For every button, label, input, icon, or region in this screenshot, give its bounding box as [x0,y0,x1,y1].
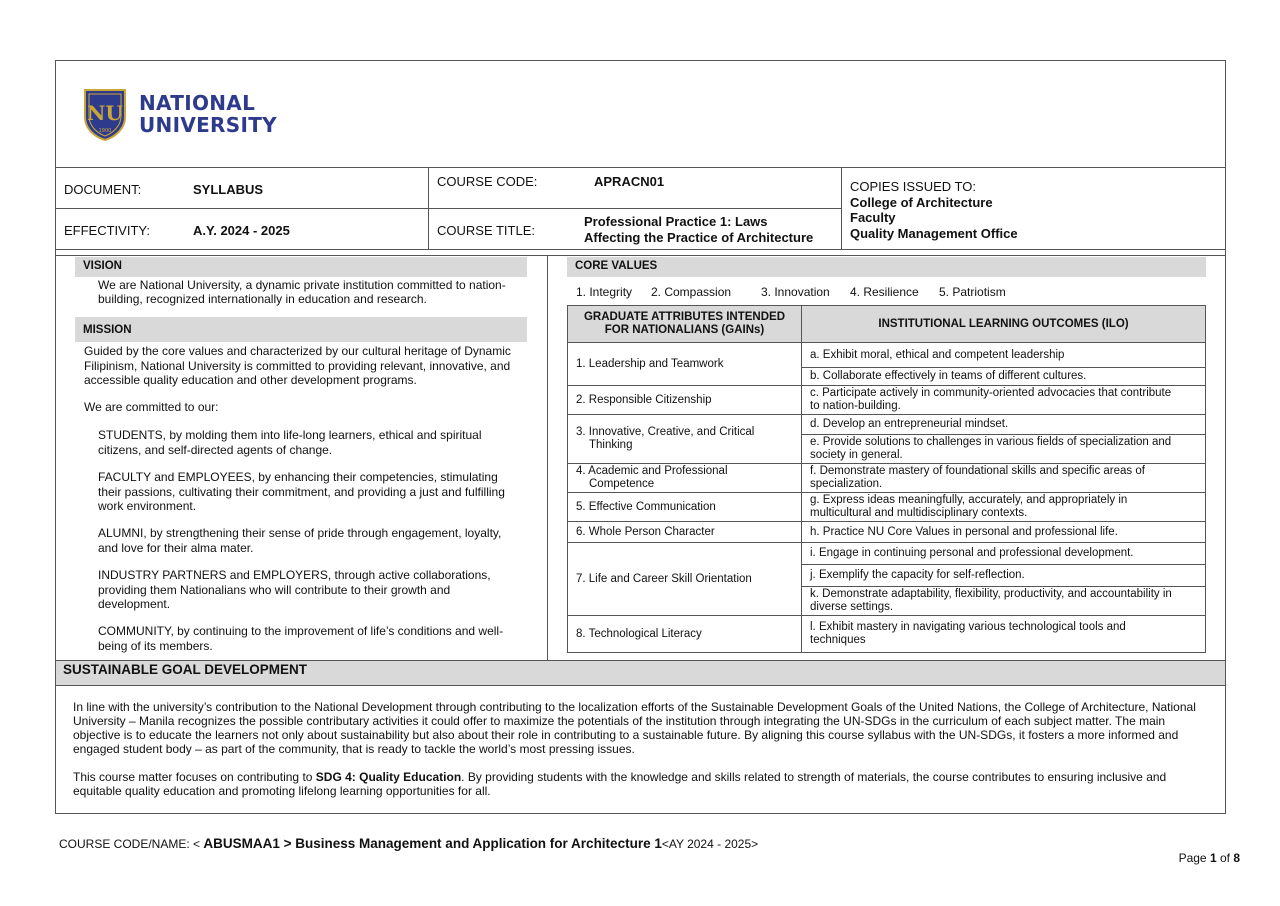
gain-cell [568,464,802,493]
ilo-line: society in general. [810,449,903,461]
table-row [568,493,1206,522]
sdg-paragraph-2 [73,770,1218,798]
logo-line1: NATIONAL [139,91,256,115]
ilo-cell: d. Develop an entrepreneurial mindset. [802,415,1206,435]
core-value-item: 1. Integrity [576,285,633,299]
sdg-line: objective is to educate the learners not only about sustainability but also about their role in contributing to a sustainable future. By aligning this course syllabus with the UN-SDGs, it fosters a more informed and [73,728,1179,742]
ilo-cell: h. Practice NU Core Values in personal and professional life. [802,522,1206,543]
table-row [568,543,1206,565]
effectivity-label: EFFECTIVITY: [64,223,150,238]
copies-item: Faculty [850,210,896,225]
university-logo [82,87,128,146]
sdg-goal: SDG 4: Quality Education [315,770,462,784]
vision-text [98,278,506,306]
footer-ay: <AY 2024 - 2025> [661,837,759,851]
mission-industry [98,568,491,612]
header-line: GRADUATE ATTRIBUTES INTENDED [583,311,786,323]
document-value: SYLLABUS [193,182,264,197]
course-title-line1: Professional Practice 1: Laws [584,214,768,229]
header-line: FOR NATIONALIANS (GAINs) [604,324,765,336]
ilo-line: k. Demonstrate adaptability, flexibility, productivity, and accountability in [810,588,1172,600]
ilo-line: diverse settings. [810,601,894,613]
sdg-line: equitable quality education and promoting lifelong learning opportunities for all. [73,784,491,798]
gains-column-header [568,306,802,343]
mission-intro [84,344,511,388]
gain-cell: 2. Responsible Citizenship [568,386,802,415]
effectivity-value: A.Y. 2024 - 2025 [193,223,290,238]
page-of: of [1216,851,1234,865]
ilo-line: e. Provide solutions to challenges in various fields of specialization and [810,436,1172,448]
gain-cell [568,415,802,464]
sdg-text: . By providing students with the knowledge and skills related to strength of materials, the course contributes to ensuring inclusive and [461,770,1167,784]
svg-text:NU: NU [87,101,123,125]
mission-line: work environment. [98,499,197,513]
page-number [1179,851,1240,865]
mission-alumni [98,526,501,555]
ilo-line: c. Participate actively in community-oriented advocacies that contribute [810,387,1172,399]
mission-line: ALUMNI, by strengthening their sense of pride through engagement, loyalty, [98,526,502,540]
page-current: 1 [1209,851,1217,865]
footer-course [59,836,758,851]
core-value-item: 5. Patriotism [939,285,1006,299]
core-values-heading: CORE VALUES [567,257,1206,277]
ilo-cell: i. Engage in continuing personal and professional development. [802,543,1206,565]
course-title-line2: Affecting the Practice of Architecture [584,230,814,245]
ilo-cell [802,386,1206,415]
mission-committed: We are committed to our: [84,400,219,414]
core-value-item: 2. Compassion [651,285,732,299]
ilo-line: techniques [810,634,866,646]
ilo-line: f. Demonstrate mastery of foundational skills and specific areas of [810,465,1145,477]
mission-line: INDUSTRY PARTNERS and EMPLOYERS, through active collaborations, [98,568,491,582]
core-value-item: 4. Resilience [850,285,919,299]
vision-line: We are National University, a dynamic private institution committed to nation- [98,278,506,292]
table-row [568,415,1206,435]
ilo-line: specialization. [810,478,883,490]
ilo-cell: b. Collaborate effectively in teams of different cultures. [802,368,1206,386]
gain-cell: 8. Technological Literacy [568,616,802,653]
gain-ilo-table [567,305,1206,653]
mission-line: COMMUNITY, by continuing to the improvement of life’s conditions and well- [98,624,504,638]
copies-label: COPIES ISSUED TO: [850,179,976,194]
mission-line: FACULTY and EMPLOYEES, by enhancing their competencies, stimulating [98,470,498,484]
logo-wordmark [139,92,277,136]
course-code-value: APRACN01 [594,174,665,189]
ilo-cell: a. Exhibit moral, ethical and competent leadership [802,343,1206,368]
sdg-paragraph-1 [73,700,1218,756]
mission-line: and love for their alma mater. [98,540,254,555]
gain-line: Competence [589,478,655,490]
footer-name: Business Management and Application for Architecture 1 [295,836,662,851]
ilo-line: to nation-building. [810,400,901,412]
mission-line: accessible quality education and other development programs. [84,373,417,387]
table-row [568,386,1206,415]
vision-heading: VISION [75,257,527,277]
ilo-line: g. Express ideas meaningfully, accurately, and appropriately in [810,494,1128,506]
mission-line: their passions, cultivating their commitment, and providing a just and fulfilling [98,484,505,499]
sdg-line: engaged student body – as part of the community, that is ready to tackle the world’s most pressing issues. [73,742,635,756]
core-value-item: 3. Innovation [761,285,830,299]
copies-item: College of Architecture [850,194,993,210]
gain-line: 4. Academic and Professional [576,465,728,477]
gain-line: 3. Innovative, Creative, and Critical [576,426,755,438]
mission-line: providing them Nationalians who will contribute to their growth and [98,582,451,597]
gain-line: Thinking [589,439,633,451]
table-row [568,616,1206,653]
logo-line2: UNIVERSITY [139,113,277,137]
sdg-line: University – Manila recognizes the possible contributary activities it could offer to maximize the potentials of the institution through integrating the UN-SDGs in the curriculum of each subject matter. The main [73,714,1166,728]
mission-students [98,428,482,457]
mission-line: Guided by the core values and characterized by our cultural heritage of Dynamic [84,344,511,358]
table-row [568,522,1206,543]
page-label: Page [1178,851,1210,865]
mission-line: citizens, and self-directed agents of change. [98,442,333,457]
mission-line: development. [98,597,171,611]
ilo-cell [802,435,1206,464]
ilo-cell [802,493,1206,522]
gain-cell: 1. Leadership and Teamwork [568,343,802,386]
vision-line: building, recognized internationally in education and research. [98,292,427,306]
table-header-row [568,306,1206,343]
footer-sep: > [279,836,296,851]
course-title-label: COURSE TITLE: [437,223,536,238]
ilo-cell [802,464,1206,493]
mission-line: Filipinism, National University is committed to providing relevant, innovative, and [84,358,511,373]
ilo-cell [802,587,1206,616]
mission-line: STUDENTS, by molding them into life-long learners, ethical and spiritual [98,428,482,442]
sdg-heading: SUSTAINABLE GOAL DEVELOPMENT [63,662,308,677]
sdg-line: In line with the university’s contribution to the National Development through contributing to the localization efforts of the Sustainable Development Goals of the United Nations, the College of Architecture, National [73,700,1196,714]
mission-faculty [98,470,505,514]
mission-line: being of its members. [98,638,213,653]
gain-cell: 7. Life and Career Skill Orientation [568,543,802,616]
ilo-line: multicultural and multidisciplinary contexts. [810,507,1028,519]
ilo-cell: j. Exemplify the capacity for self-reflection. [802,565,1206,587]
course-title-value [584,214,813,246]
ilo-line: l. Exhibit mastery in navigating various technological tools and [810,621,1126,633]
mission-community [98,624,503,653]
course-code-label: COURSE CODE: [437,174,538,189]
sdg-line [73,770,1218,784]
page-total: 8 [1233,851,1240,865]
copies-item: Quality Management Office [850,225,1018,241]
seal-year: 1900 [98,128,112,134]
ilo-cell [802,616,1206,653]
ilo-column-header: INSTITUTIONAL LEARNING OUTCOMES (ILO) [802,306,1206,343]
footer-code: ABUSMAA1 [203,836,280,851]
table-row [568,343,1206,368]
university-seal-icon [82,87,128,141]
gain-cell: 5. Effective Communication [568,493,802,522]
table-row [568,464,1206,493]
mission-heading: MISSION [75,317,527,342]
footer-label: COURSE CODE/NAME: < [59,837,204,851]
copies-issued [850,179,1018,241]
document-label: DOCUMENT: [64,182,142,197]
gain-cell: 6. Whole Person Character [568,522,802,543]
sdg-text: This course matter focuses on contributing to [73,770,316,784]
